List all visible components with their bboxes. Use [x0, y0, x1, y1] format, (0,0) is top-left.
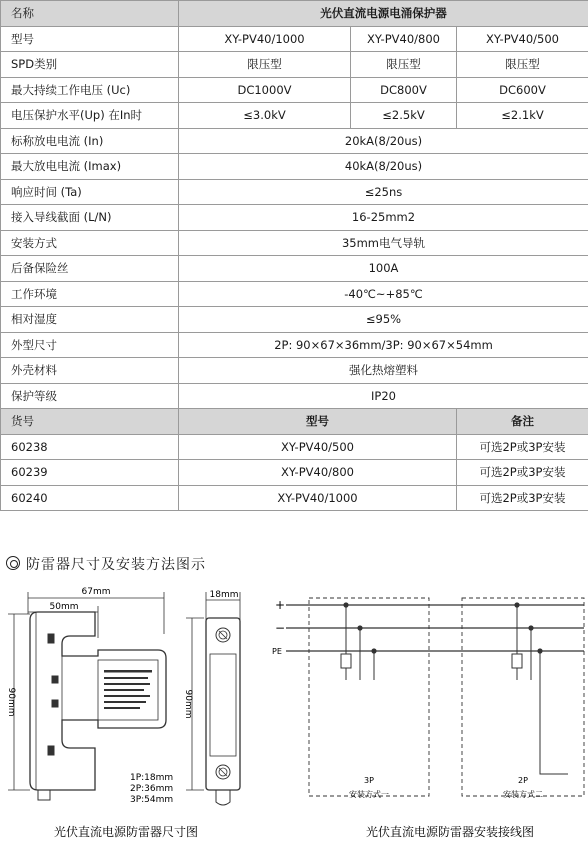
dim-side-width: 18mm [209, 590, 239, 600]
table-row [1, 230, 588, 256]
order-model: XY-PV40/500 [179, 434, 457, 460]
table-row [1, 128, 588, 154]
table-row [1, 52, 588, 78]
row-value: 20kA(8/20us) [179, 128, 588, 154]
row-value: DC600V [457, 77, 588, 103]
table-header-row [1, 1, 588, 27]
order-code: 60240 [1, 485, 179, 511]
row-label: 工作环境 [1, 281, 179, 307]
order-row [1, 485, 588, 511]
row-value: DC800V [351, 77, 457, 103]
table-row [1, 179, 588, 205]
dim-height: 90mm [6, 687, 16, 717]
row-label: 最大持续工作电压 (Uc) [1, 77, 179, 103]
bus-pe-label: PE [272, 647, 282, 656]
bus-plus-label: + [275, 598, 286, 612]
row-value: 限压型 [457, 52, 588, 78]
model-cell: XY-PV40/800 [351, 26, 457, 52]
double-circle-icon [6, 556, 20, 570]
table-row [1, 383, 588, 409]
row-label: 标称放电电流 (In) [1, 128, 179, 154]
row-label: SPD类别 [1, 52, 179, 78]
row-label: 型号 [1, 26, 179, 52]
section-title: 防雷器尺寸及安装方法图示 [26, 557, 206, 573]
row-label: 电压保护水平(Up) 在In时 [1, 103, 179, 129]
table-row [1, 77, 588, 103]
row-label: 外壳材料 [1, 358, 179, 384]
side-view [186, 592, 240, 805]
row-value: 2P: 90×67×36mm/3P: 90×67×54mm [179, 332, 588, 358]
bus-minus-label: − [275, 621, 286, 635]
row-label: 外型尺寸 [1, 332, 179, 358]
row-label: 保护等级 [1, 383, 179, 409]
row-value: ≤2.5kV [351, 103, 457, 129]
box1-caption: 安装方式一 [349, 790, 389, 799]
panel-print [104, 670, 152, 709]
row-value: 100A [179, 256, 588, 282]
order-header-row [1, 409, 588, 435]
order-code: 60238 [1, 434, 179, 460]
row-value: 16-25mm2 [179, 205, 588, 231]
model-cell: XY-PV40/1000 [179, 26, 351, 52]
row-value: IP20 [179, 383, 588, 409]
table-row [1, 103, 588, 129]
table-row [1, 256, 588, 282]
order-note: 可选2P或3P安装 [457, 434, 588, 460]
row-label: 安装方式 [1, 230, 179, 256]
table-row [1, 358, 588, 384]
table-row [1, 332, 588, 358]
row-value: DC1000V [179, 77, 351, 103]
order-note: 可选2P或3P安装 [457, 460, 588, 486]
figures [0, 578, 588, 847]
dim-width-inner: 50mm [49, 602, 79, 612]
row-value: 40kA(8/20us) [179, 154, 588, 180]
wiring-diagram [286, 598, 584, 796]
row-value: 强化热熔塑料 [179, 358, 588, 384]
pole-width-3p: 3P:54mm [130, 795, 174, 805]
order-header-note: 备注 [457, 409, 588, 435]
order-header-code: 货号 [1, 409, 179, 435]
box2-tag: 2P [518, 776, 528, 785]
table-row [1, 205, 588, 231]
row-label: 相对湿度 [1, 307, 179, 333]
header-label: 名称 [1, 1, 179, 27]
row-label: 接入导线截面 (L/N) [1, 205, 179, 231]
dim-width-total: 67mm [81, 587, 111, 597]
pole-width-1p: 1P:18mm [130, 773, 174, 783]
dim-side-height: 90mm [183, 689, 193, 719]
table-row [1, 154, 588, 180]
row-label: 后备保险丝 [1, 256, 179, 282]
order-model: XY-PV40/800 [179, 460, 457, 486]
table-row [1, 281, 588, 307]
model-row [1, 26, 588, 52]
row-value: 35mm电气导轨 [179, 230, 588, 256]
order-code: 60239 [1, 460, 179, 486]
row-value: 限压型 [351, 52, 457, 78]
row-value: 限压型 [179, 52, 351, 78]
order-note: 可选2P或3P安装 [457, 485, 588, 511]
row-value: ≤95% [179, 307, 588, 333]
table-row [1, 307, 588, 333]
row-label: 响应时间 (Ta) [1, 179, 179, 205]
box2-caption: 安装方式二 [503, 790, 543, 799]
section-heading [6, 554, 206, 574]
caption-wiring: 光伏直流电源防雷器安装接线图 [365, 825, 535, 839]
header-value: 光伏直流电源电涌保护器 [179, 1, 588, 27]
row-value: ≤25ns [179, 179, 588, 205]
order-header-model: 型号 [179, 409, 457, 435]
pole-width-2p: 2P:36mm [130, 784, 174, 794]
model-cell: XY-PV40/500 [457, 26, 588, 52]
order-row [1, 434, 588, 460]
row-value: -40℃~+85℃ [179, 281, 588, 307]
order-row [1, 460, 588, 486]
order-model: XY-PV40/1000 [179, 485, 457, 511]
caption-dimensions: 光伏直流电源防雷器尺寸图 [53, 825, 199, 839]
row-value: ≤3.0kV [179, 103, 351, 129]
row-label: 最大放电电流 (Imax) [1, 154, 179, 180]
row-value: ≤2.1kV [457, 103, 588, 129]
box1-tag: 3P [364, 776, 374, 785]
